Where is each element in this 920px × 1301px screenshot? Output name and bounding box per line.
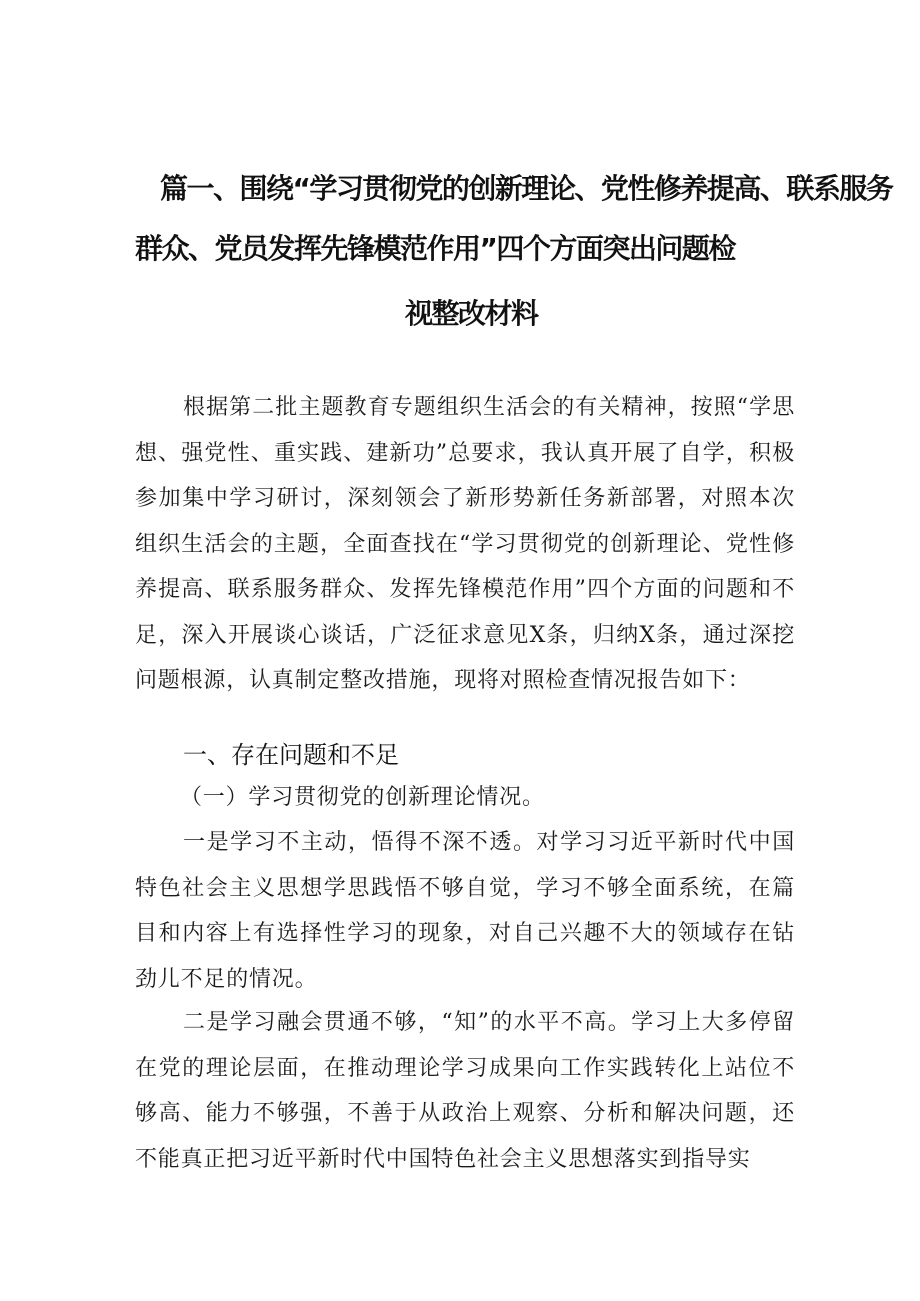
point-paragraph-block-2 — [135, 1000, 795, 1182]
point-paragraph-1: 一是学习不主动，悟得不深不透。对学习习近平新时代中国特色社会主义思想学思践悟不够自觉，学习不够全面系统，在篇目和内容上有选择性学习的现象，对自己兴趣不大的领域存在钻劲儿不足的情况。 — [135, 830, 795, 992]
section-heading: 一、存在问题和不足 — [183, 741, 399, 769]
intro-paragraph: 根据第二批主题教育专题组织生活会的有关精神，按照“学思想、强党性、重实践、建新功”总要求，我认真开展了自学，积极参加集中学习研讨，深刻领会了新形势新任务新部署，对照本次组织生活会的主题，全面查找在“学习贯彻党的创新理论、党性修养提高、联系服务群众、发挥先锋模范作用”四个方面的问题和不足，深入开展谈心谈话，广泛征求意见X条，归纳X条，通过深挖问题根源，认真制定整改措施，现将对照检查情况报告如下： — [135, 395, 795, 693]
point-paragraph-block-1 — [135, 820, 795, 1002]
document-title-line-1: 篇一、围绕“学习贯彻党的创新理论、党性修养提高、联系服务 — [160, 172, 893, 205]
section-subheading: （一）学习贯彻党的创新理论情况。 — [180, 785, 545, 810]
point-paragraph-2: 二是学习融会贯通不够，“知”的水平不高。学习上大多停留在党的理论层面，在推动理论学习成果向工作实践转化上站位不够高、能力不够强，不善于从政治上观察、分析和解决问题，还不能真正把习近平新时代中国特色社会主义思想落实到指导实 — [135, 1010, 795, 1172]
document-title-line-3: 视整改材料 — [405, 297, 538, 330]
intro-paragraph-block — [135, 385, 795, 704]
document-title-line-2: 群众、党员发挥先锋模范作用”四个方面突出问题检 — [135, 232, 735, 265]
